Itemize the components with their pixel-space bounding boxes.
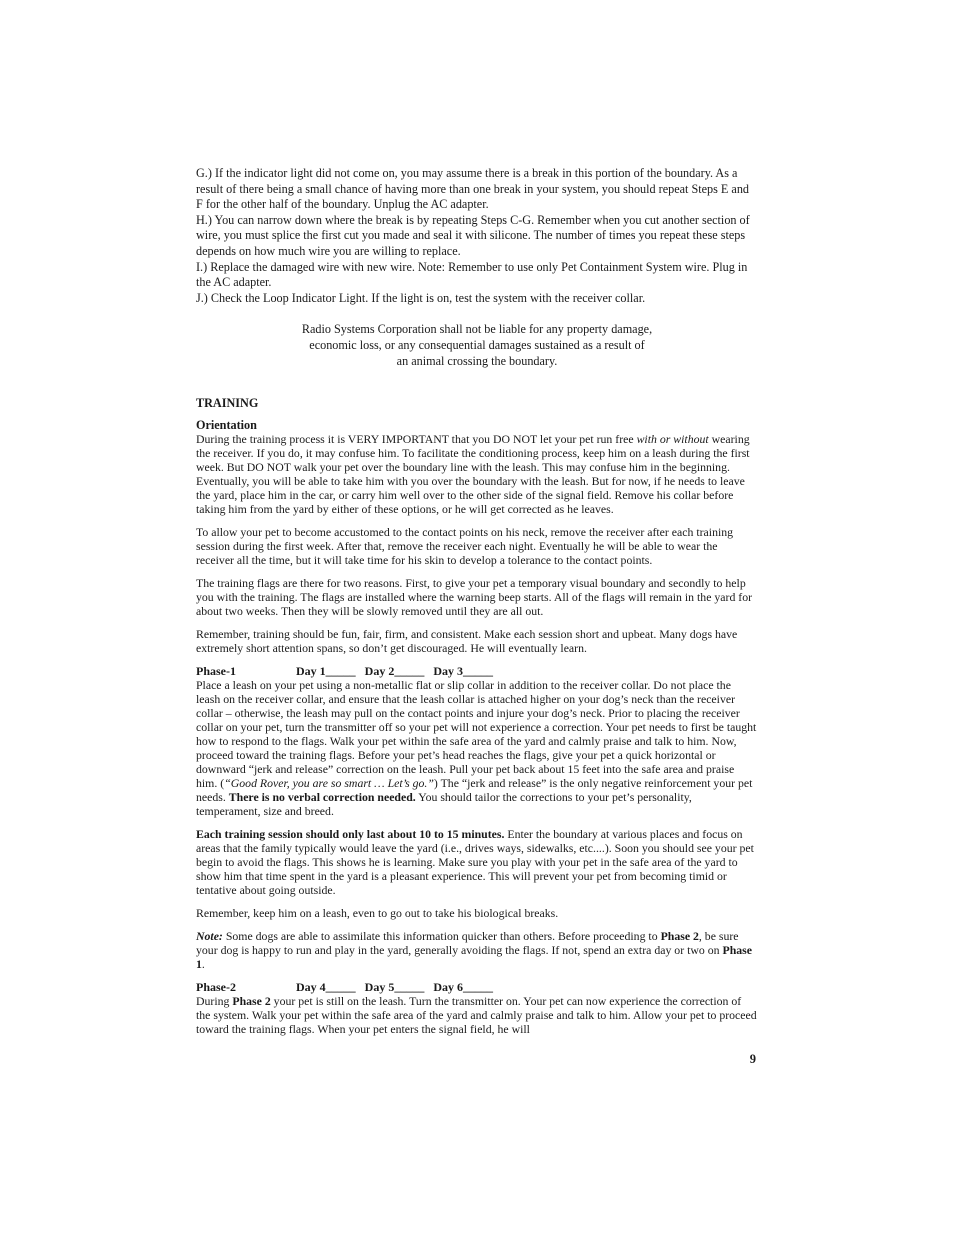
bold-text: Phase 2 [232,994,271,1009]
phase2-header [196,980,758,994]
text-run: , be sure your dog is happy to run and play in the yard, generally avoiding the flags. If not, spend an extra day or two on [196,929,739,958]
emphasis-text: with or without [636,432,709,447]
bold-text: Phase 1 [196,943,752,972]
text-run: your pet is still on the leash. Turn the transmitter on. Your pet can now experience the correction of the system. Walk your pet within the safe area of the yard and calmly praise and talk to him. Allow your pet to proceed toward the training flags. When your pet enters the signal field, he will [196,994,757,1037]
step-h: H.) You can narrow down where the break is by repeating Steps C-G. Remember when you cut another section of wire, you must splice the first cut you made and seal it with silicone. The number of times you repeat these steps depends on how much wire you are willing to replace. [196,212,750,258]
orientation-heading: Orientation [196,418,257,433]
phase2-label: Phase-2 [196,980,236,995]
orientation-paragraph [196,432,758,516]
page-number: 9 [749,1052,756,1066]
step-j: J.) Check the Loop Indicator Light. If the light is on, test the system with the receiver collar. [196,290,646,305]
bold-text: Each training session should only last about 10 to 15 minutes. [196,827,505,842]
manual-page [196,166,758,1036]
note-paragraph [196,929,758,971]
praise-quote: “Good Rover, you are so smart … Let’s go.” [224,776,434,791]
phase1-label: Phase-1 [196,664,236,679]
phase2-days [296,980,499,994]
day-blank: Day 4_____ [296,980,356,995]
encouragement-paragraph: Remember, training should be fun, fair, firm, and consistent. Make each session short and upbeat. Many dogs have extremely short attention spans, so don’t get discouraged. He will eventually learn. [196,627,738,656]
day-blank: Day 1_____ [296,664,356,679]
disclaimer-line: an animal crossing the boundary. [396,353,558,368]
text-run: During [196,994,233,1009]
session-length-paragraph [196,827,758,897]
training-flags-paragraph: The training flags are there for two reasons. First, to give your pet a temporary visual boundary and secondly to help you with the training. The flags are installed where the warning beep starts. All of the flags will remain in the yard for about two weeks. Then they will be slowly removed until they are all out. [196,576,753,619]
bold-text: Phase 2 [660,929,699,944]
contact-points-paragraph: To allow your pet to become accustomed to the contact points on his neck, remove the receiver after each training session during the first week. After that, remove the receiver each night. Eventually he will be able to wear the receiver all the time, but it will take time for his skin to develop a tolerance to the contact points. [196,525,734,568]
step-g: G.) If the indicator light did not come on, you may assume there is a break in this portion of the boundary. As a result of there being a small chance of having more than one break in your system, you should repeat Steps E and F for the other half of the boundary. Unplug the AC adapter. [196,166,750,212]
text-run: Some dogs are able to assimilate this information quicker than others. Before proceeding to [222,929,661,944]
troubleshooting-steps [196,166,758,306]
training-heading: TRAINING [196,396,259,411]
day-blank: Day 5_____ [364,980,425,995]
phase2-body [196,994,758,1036]
bold-text: There is no verbal correction needed. [228,790,416,805]
text-run: Enter the boundary at various places and focus on areas that the family typically would leave the yard (i.e., drives ways, sidewalks, etc....). Soon you should see your pet begin to avoid the flags. This shows he is learning. Make sure you play with your pet in the safe area of the yard to show him that time spent in the yard is a pleasant experience. This will prevent your pet from becoming timid or tentative about going outside. [196,827,754,898]
text-run: . [201,957,205,972]
day-blank: Day 2_____ [364,664,425,679]
leash-reminder: Remember, keep him on a leash, even to go out to take his biological breaks. [196,906,559,921]
text-run: ) The “jerk and release” is the only negative reinforcement your pet needs. [196,776,753,805]
disclaimer-line: Radio Systems Corporation shall not be liable for any property damage, [301,322,653,337]
text-run: You should tailor the corrections to your pet’s personality, temperament, size and breed. [196,790,692,819]
text-run: Place a leash on your pet using a non-metallic flat or slip collar in addition to the receiver collar. Do not place the leash on the receiver collar, and ensure that the leash collar is attached higher on your dog’s neck than the receiver collar – otherwise, the leash may pull on the contact points and injure your dog’s neck. Prior to placing the receiver collar on your pet, turn the transmitter off so your pet will not experience a correction. Your pet needs to first be taught how to respond to the flags. Walk your pet within the safe area of the yard and calmly praise and talk to him. Now, proceed toward the training flags. Before your pet’s head reaches the flags, give your pet a quick horizontal or downward “jerk and release” correction on the leash. Pull your pet back about 15 feet into the safe area and praise him. ( [196,678,757,791]
disclaimer-line: economic loss, or any consequential damages sustained as a result of [309,337,645,352]
day-blank: Day 3_____ [433,664,494,679]
note-label: Note: [196,929,223,944]
text-run: wearing the receiver. If you do, it may confuse him. To facilitate the conditioning process, keep him on a leash during the first week. But DO NOT walk your pet over the boundary line with the leash. This may confuse him in the beginning. Eventually, you will be able to take him with you over the boundary with the leash. But for now, if he needs to leave the yard, place him in the car, or carry him well over to the other side of the signal field. Remove his collar before taking him from the yard by either of these options, or he will get corrected as he leaves. [196,432,750,517]
phase1-days [296,664,499,678]
phase1-body [196,678,758,818]
phase1-header [196,664,758,678]
liability-disclaimer [196,322,758,369]
text-run: During the training process it is VERY IMPORTANT that you DO NOT let your pet run free [196,432,637,447]
step-i: I.) Replace the damaged wire with new wire. Note: Remember to use only Pet Containment System wire. Plug in the AC adapter. [196,259,748,290]
day-blank: Day 6_____ [433,980,494,995]
